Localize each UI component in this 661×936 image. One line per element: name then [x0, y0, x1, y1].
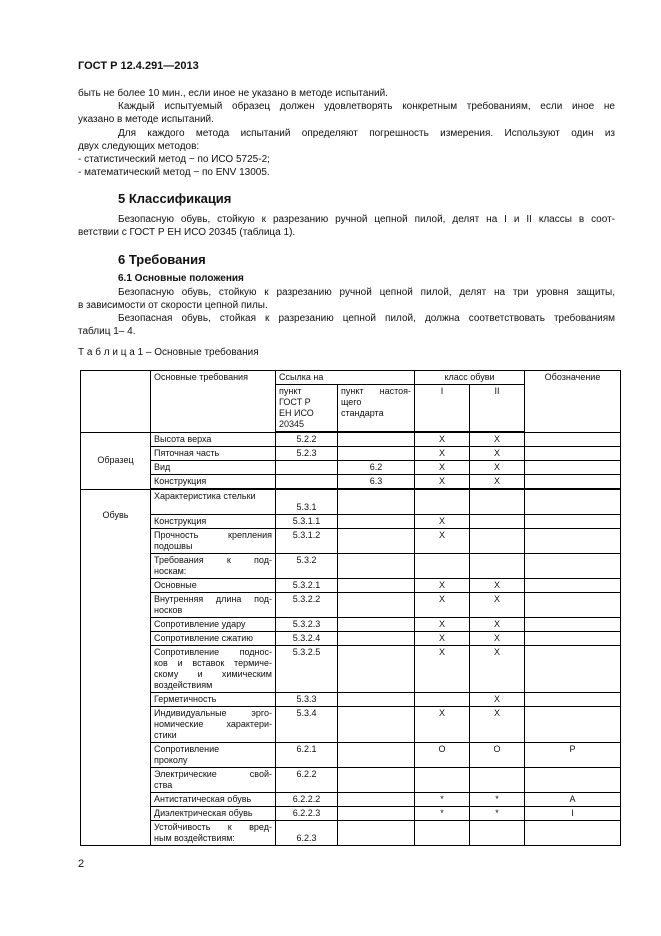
paragraph-line: ветствии с ГОСТ Р ЕН ИСО 20345 (таблица 1).: [78, 227, 296, 238]
cell-class2: X: [470, 461, 525, 475]
cell-class2: X: [470, 693, 525, 707]
cell-name: Герметичность: [151, 693, 276, 707]
cell-name: Конструкция: [151, 475, 276, 490]
list-item: - статистический метод − по ИСО 5725-2;: [78, 154, 270, 165]
table-row: [81, 579, 621, 593]
cell-class1: X: [415, 515, 470, 529]
cell-name: Пяточная часть: [151, 447, 276, 461]
cell-std: [338, 807, 415, 821]
cell-std: [338, 447, 415, 461]
table-row: [81, 693, 621, 707]
cell-designation: [525, 554, 621, 579]
cell-class1: [415, 821, 470, 846]
cell-class1: X: [415, 632, 470, 646]
cell-designation: [525, 632, 621, 646]
cell-name: Антистатическая обувь: [151, 793, 276, 807]
cell-designation: [525, 515, 621, 529]
header-ref-standard: пункт настоя- щего стандарта: [338, 385, 415, 433]
cell-class1: X: [415, 529, 470, 554]
paragraph-line: Для каждого метода испытаний определяют погрешность измерения. Используют один из: [118, 128, 615, 139]
cell-name: Электрические свой- ства: [151, 768, 276, 793]
cell-name: Требования к под- носкам:: [151, 554, 276, 579]
cell-class2: X: [470, 707, 525, 743]
cell-std: [338, 646, 415, 693]
cell-gost: 5.3.2.5: [276, 646, 338, 693]
cell-class1: X: [415, 707, 470, 743]
cell-gost: 6.2.2.2: [276, 793, 338, 807]
paragraph-line: Безопасная обувь, стойкая к разрезанию цепной пилой, должна соответствовать требованиям: [118, 313, 615, 324]
cell-std: [338, 593, 415, 618]
cell-designation: [525, 475, 621, 490]
section-6-title: 6 Требования: [118, 252, 206, 267]
cell-class2: X: [470, 593, 525, 618]
cell-class2: X: [470, 432, 525, 447]
table-row: [81, 515, 621, 529]
header-class: класс обуви: [415, 371, 525, 385]
cell-designation: [525, 579, 621, 593]
cell-class1: X: [415, 475, 470, 490]
table-row: [81, 554, 621, 579]
cell-gost: 5.2.2: [276, 432, 338, 447]
cell-class1: *: [415, 793, 470, 807]
cell-class1: X: [415, 618, 470, 632]
cell-name: Сопротивление поднос- ков и вставок термиче- скому и химическим воздействиям: [151, 646, 276, 693]
table-row: [81, 461, 621, 475]
paragraph-line: Каждый испытуемый образец должен удовлетворять конкретным требованиям, если иное не: [118, 101, 615, 112]
cell-class1: X: [415, 461, 470, 475]
cell-name: Сопротивление сжатию: [151, 632, 276, 646]
table-row: [81, 432, 621, 447]
cell-class1: X: [415, 579, 470, 593]
cell-class1: O: [415, 743, 470, 768]
cell-designation: [525, 432, 621, 447]
cell-designation: [525, 529, 621, 554]
cell-std: [338, 632, 415, 646]
table-row: [81, 489, 621, 515]
header-class-1: I: [415, 385, 470, 433]
cell-gost: [276, 475, 338, 490]
cell-class2: X: [470, 447, 525, 461]
list-item: - математический метод − по ENV 13005.: [78, 167, 270, 178]
cell-name: Прочность крепления подошвы: [151, 529, 276, 554]
table-header-row: [81, 371, 621, 385]
cell-std: [338, 743, 415, 768]
header-requirements: Основные требования: [151, 371, 276, 433]
cell-gost: 5.3.1: [276, 489, 338, 515]
section-6-1-title: 6.1 Основные положения: [118, 273, 244, 284]
cell-name: Диэлектрическая обувь: [151, 807, 276, 821]
cell-name: Характеристика стельки: [151, 489, 276, 515]
header-designation: Обозначение: [525, 371, 621, 433]
cell-class1: [415, 554, 470, 579]
cell-class1: [415, 489, 470, 515]
cell-gost: 5.3.1.1: [276, 515, 338, 529]
cell-gost: 5.2.3: [276, 447, 338, 461]
cell-class1: [415, 768, 470, 793]
cell-class2: X: [470, 618, 525, 632]
group-shoe: Обувь: [81, 489, 151, 846]
cell-std: [338, 821, 415, 846]
cell-designation: A: [525, 793, 621, 807]
table-row: [81, 447, 621, 461]
cell-designation: [525, 707, 621, 743]
cell-name: Устойчивость к вред- ным воздействиям:: [151, 821, 276, 846]
cell-gost: 6.2.3: [276, 821, 338, 846]
table-row: [81, 793, 621, 807]
cell-std: [338, 554, 415, 579]
cell-std: [338, 529, 415, 554]
cell-gost: 6.2.1: [276, 743, 338, 768]
document-header: ГОСТ Р 12.4.291—2013: [78, 60, 199, 72]
table-row: [81, 529, 621, 554]
cell-std: [338, 432, 415, 447]
cell-std: [338, 707, 415, 743]
cell-name: Вид: [151, 461, 276, 475]
cell-designation: [525, 693, 621, 707]
cell-class1: X: [415, 447, 470, 461]
cell-std: [338, 579, 415, 593]
table-row: [81, 807, 621, 821]
cell-std: [338, 618, 415, 632]
cell-name: Конструкция: [151, 515, 276, 529]
cell-name: Высота верха: [151, 432, 276, 447]
cell-class2: [470, 768, 525, 793]
cell-std: [338, 693, 415, 707]
cell-class2: X: [470, 646, 525, 693]
cell-name: Основные: [151, 579, 276, 593]
cell-name: Сопротивление проколу: [151, 743, 276, 768]
cell-gost: 5.3.2.4: [276, 632, 338, 646]
table-row: [81, 618, 621, 632]
cell-std: [338, 489, 415, 515]
table-row: [81, 593, 621, 618]
group-sample: Образец: [81, 432, 151, 489]
cell-designation: [525, 447, 621, 461]
cell-gost: 5.3.2.1: [276, 579, 338, 593]
header-reference: Ссылка на: [276, 371, 415, 385]
cell-gost: 5.3.2.3: [276, 618, 338, 632]
cell-name: Индивидуальные эрго- номические характери- стики: [151, 707, 276, 743]
table-row: [81, 707, 621, 743]
cell-gost: 6.2.2: [276, 768, 338, 793]
cell-class1: X: [415, 432, 470, 447]
header-class-2: II: [470, 385, 525, 433]
cell-designation: [525, 489, 621, 515]
cell-std: 6.2: [338, 461, 415, 475]
cell-class2: [470, 489, 525, 515]
cell-class2: X: [470, 475, 525, 490]
header-blank: [81, 371, 151, 433]
cell-class2: *: [470, 807, 525, 821]
table-row: [81, 632, 621, 646]
cell-class2: X: [470, 632, 525, 646]
cell-designation: [525, 768, 621, 793]
cell-designation: [525, 646, 621, 693]
cell-class1: [415, 693, 470, 707]
table-row: [81, 768, 621, 793]
cell-gost: 5.3.4: [276, 707, 338, 743]
table-row: [81, 475, 621, 490]
cell-gost: 6.2.2.3: [276, 807, 338, 821]
cell-designation: P: [525, 743, 621, 768]
cell-designation: [525, 618, 621, 632]
paragraph-line: быть не более 10 мин., если иное не указано в методе испытаний.: [78, 88, 388, 99]
table-caption: Т а б л и ц а 1 – Основные требования: [78, 347, 259, 358]
cell-gost: 5.3.2: [276, 554, 338, 579]
cell-class1: X: [415, 593, 470, 618]
paragraph-line: Безопасную обувь, стойкую к разрезанию ручной цепной пилой, делят на три уровня защиты,: [118, 287, 615, 298]
paragraph-line: Безопасную обувь, стойкую к разрезанию ручной цепной пилой, делят на I и II классы в соот-: [118, 214, 615, 225]
cell-gost: 5.3.2.2: [276, 593, 338, 618]
cell-std: [338, 793, 415, 807]
cell-designation: [525, 461, 621, 475]
cell-std: [338, 768, 415, 793]
cell-class1: X: [415, 646, 470, 693]
cell-class2: [470, 554, 525, 579]
table-row: [81, 646, 621, 693]
cell-class2: *: [470, 793, 525, 807]
table-row: [81, 743, 621, 768]
cell-name: Внутренняя длина под- носков: [151, 593, 276, 618]
paragraph-line: указано в методе испытаний.: [78, 114, 214, 125]
paragraph-line: двух следующих методов:: [78, 141, 200, 152]
cell-class2: [470, 529, 525, 554]
paragraph-line: таблиц 1– 4.: [78, 326, 136, 337]
header-ref-gost: пункт ГОСТ Р ЕН ИСО 20345: [276, 385, 338, 433]
table-row: [81, 821, 621, 846]
cell-gost: [276, 461, 338, 475]
page-number: 2: [78, 858, 85, 870]
cell-gost: 5.3.1.2: [276, 529, 338, 554]
cell-designation: [525, 821, 621, 846]
paragraph-line: в зависимости от скорости цепной пилы.: [78, 300, 268, 311]
cell-class1: *: [415, 807, 470, 821]
cell-class2: O: [470, 743, 525, 768]
cell-std: [338, 515, 415, 529]
cell-class2: X: [470, 579, 525, 593]
cell-designation: I: [525, 807, 621, 821]
requirements-table: [80, 370, 621, 846]
cell-designation: [525, 593, 621, 618]
cell-gost: 5.3.3: [276, 693, 338, 707]
cell-name: Сопротивление удару: [151, 618, 276, 632]
section-5-title: 5 Классификация: [118, 191, 232, 206]
cell-std: 6.3: [338, 475, 415, 490]
cell-class2: [470, 821, 525, 846]
cell-class2: [470, 515, 525, 529]
